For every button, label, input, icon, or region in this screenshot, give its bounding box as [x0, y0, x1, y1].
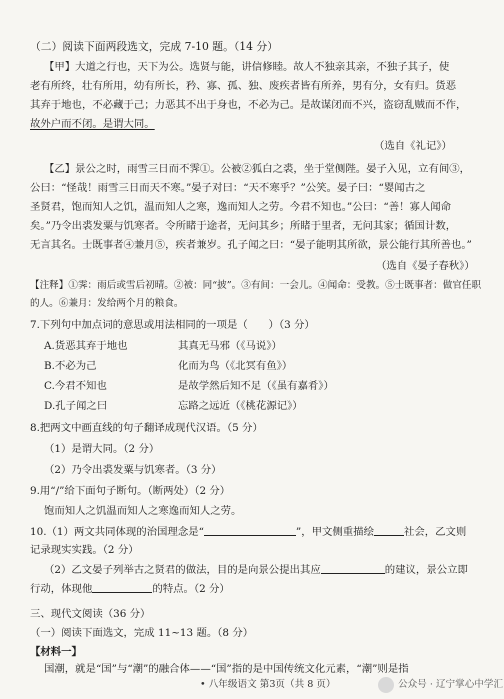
- q7-option-a: A.货恶其弃于地也: [44, 340, 128, 352]
- passage2-line: 无言其名。士既事者④兼月⑤，疾者兼岁。孔子闻之曰：“晏子能明其所欲，景公能行其所善也。”: [30, 239, 472, 251]
- q8-item: （1）是谓大同。（2 分）: [44, 443, 160, 455]
- page-footer: [0, 674, 504, 699]
- q7-option-c-ref: 是故学然后知不足（《虽有嘉肴》）: [178, 380, 334, 392]
- q10-part1-text: 社会，乙文则: [403, 526, 467, 538]
- watermark: 公众号 · 辽宁掌心中学汇: [398, 679, 504, 690]
- material-label: 【材料一】: [30, 646, 82, 658]
- section2-title: （二）阅读下面两段选文，完成 7-10 题。（14 分）: [30, 40, 279, 53]
- passage1-source: （选自《礼记》）: [374, 140, 452, 152]
- notes-line: 的人。⑥兼月：发给两个月的粮食。: [30, 298, 184, 309]
- q10-part1-cont: 记录现实实践。（2 分）: [30, 544, 139, 556]
- q10-part1-text: ”，甲文侧重描绘: [295, 526, 374, 538]
- passage1-line-text: 故外户而不闭。是谓大同。: [30, 118, 155, 130]
- passage2-source: （选自《晏子春秋》）: [376, 260, 475, 272]
- q7-stem: 7.下列句中加点词的意思或用法相同的一项是（ ）（3 分）: [30, 319, 315, 331]
- q10-part2-cont: [30, 582, 230, 596]
- passage2-line: 公曰：“怪哉！雨雪三日而天不寒。”晏子对曰：“天不寒乎？”公笑。晏子曰：“婴闻古之: [30, 182, 426, 194]
- passage1-line: 其弃于地也，不必藏于己；力恶其不出于身也，不必为己。是故谋闭而不兴，盗窃乱贼而不作，: [30, 99, 467, 111]
- q10-part1-text: 10.（1）两文共同体现的治国理念是“: [30, 526, 204, 538]
- passage1-line: 【甲】大道之行也，天下为公。选贤与能，讲信修睦。故人不独亲其亲，不独子其子，使: [44, 61, 450, 73]
- passage1-line: [30, 117, 155, 131]
- answer-blank[interactable]: [92, 582, 152, 593]
- answer-blank[interactable]: [374, 525, 404, 536]
- q10-part2: [44, 563, 468, 577]
- q9-sentence: 饱而知人之饥温而知人之寒逸而知人之劳。: [44, 505, 242, 517]
- q10-part2-text: 的特点。（2 分）: [152, 583, 230, 595]
- q7-option-b: B.不必为己: [44, 360, 97, 372]
- q10-part2-text: 行动，体现他: [30, 583, 93, 595]
- passage2-line: 矣。”乃令出裘发粟与饥寒者。令所睹于途者，无问其乡；所睹于里者，无问其家；循国计数，: [30, 220, 457, 232]
- q8-stem: 8.把两文中画直线的句子翻译成现代汉语。（5 分）: [30, 422, 263, 434]
- q10-part2-text: 的建议，景公立即: [384, 564, 468, 576]
- passage1-line: 老有所终，壮有所用，幼有所长，矜、寡、孤、独、废疾者皆有所养，男有分，女有归。货恶: [30, 80, 457, 92]
- passage2-line: 圣贤君，饱而知人之饥，温而知人之寒，逸而知人之劳。今君不知也。”公曰：“善！寡人闻命: [30, 201, 452, 213]
- answer-blank[interactable]: [321, 563, 385, 574]
- wechat-icon: [378, 677, 394, 693]
- notes-line: 【注释】①霁：雨后或雪后初晴。②被：同“披”。③有间：一会儿。④闻命：受教。⑤士既事者：做官任职: [30, 280, 482, 291]
- page-number: • 八年级语文 第3页（共 8 页）: [200, 679, 336, 690]
- section3-title: 三、现代文阅读（36 分）: [30, 608, 151, 620]
- q7-option-a-ref: 其真无马邪（《马说》）: [178, 340, 282, 352]
- q10-part2-text: （2）乙文晏子列举古之贤君的做法，目的是向景公提出其应: [44, 564, 321, 576]
- section3-subtitle: （一）阅读下面选文，完成 11~13 题。（8 分）: [30, 627, 254, 639]
- q7-option-d: D.孔子闻之曰: [44, 400, 108, 412]
- q10-part1: [30, 525, 466, 539]
- q7-option-c: C.今君不知也: [44, 380, 107, 392]
- q9-stem: 9.用“/”给下面句子断句。（断两处）（2 分）: [30, 485, 231, 497]
- q7-option-b-ref: 化而为鸟（《北冥有鱼》）: [178, 360, 293, 372]
- material-para: 国潮，就是“国”与“潮”的融合体——“国”指的是中国传统文化元素，“潮”则是指: [44, 663, 409, 675]
- q7-option-d-ref: 忘路之远近（《桃花源记》）: [178, 400, 303, 412]
- q8-item: （2）乃令出裘发粟与饥寒者。（3 分）: [44, 464, 222, 476]
- answer-blank[interactable]: [204, 525, 296, 536]
- passage2-line: 【乙】景公之时，雨雪三日而不霁①。公被②狐白之裘，坐于堂侧陛。晏子入见，立有间③，: [44, 163, 471, 175]
